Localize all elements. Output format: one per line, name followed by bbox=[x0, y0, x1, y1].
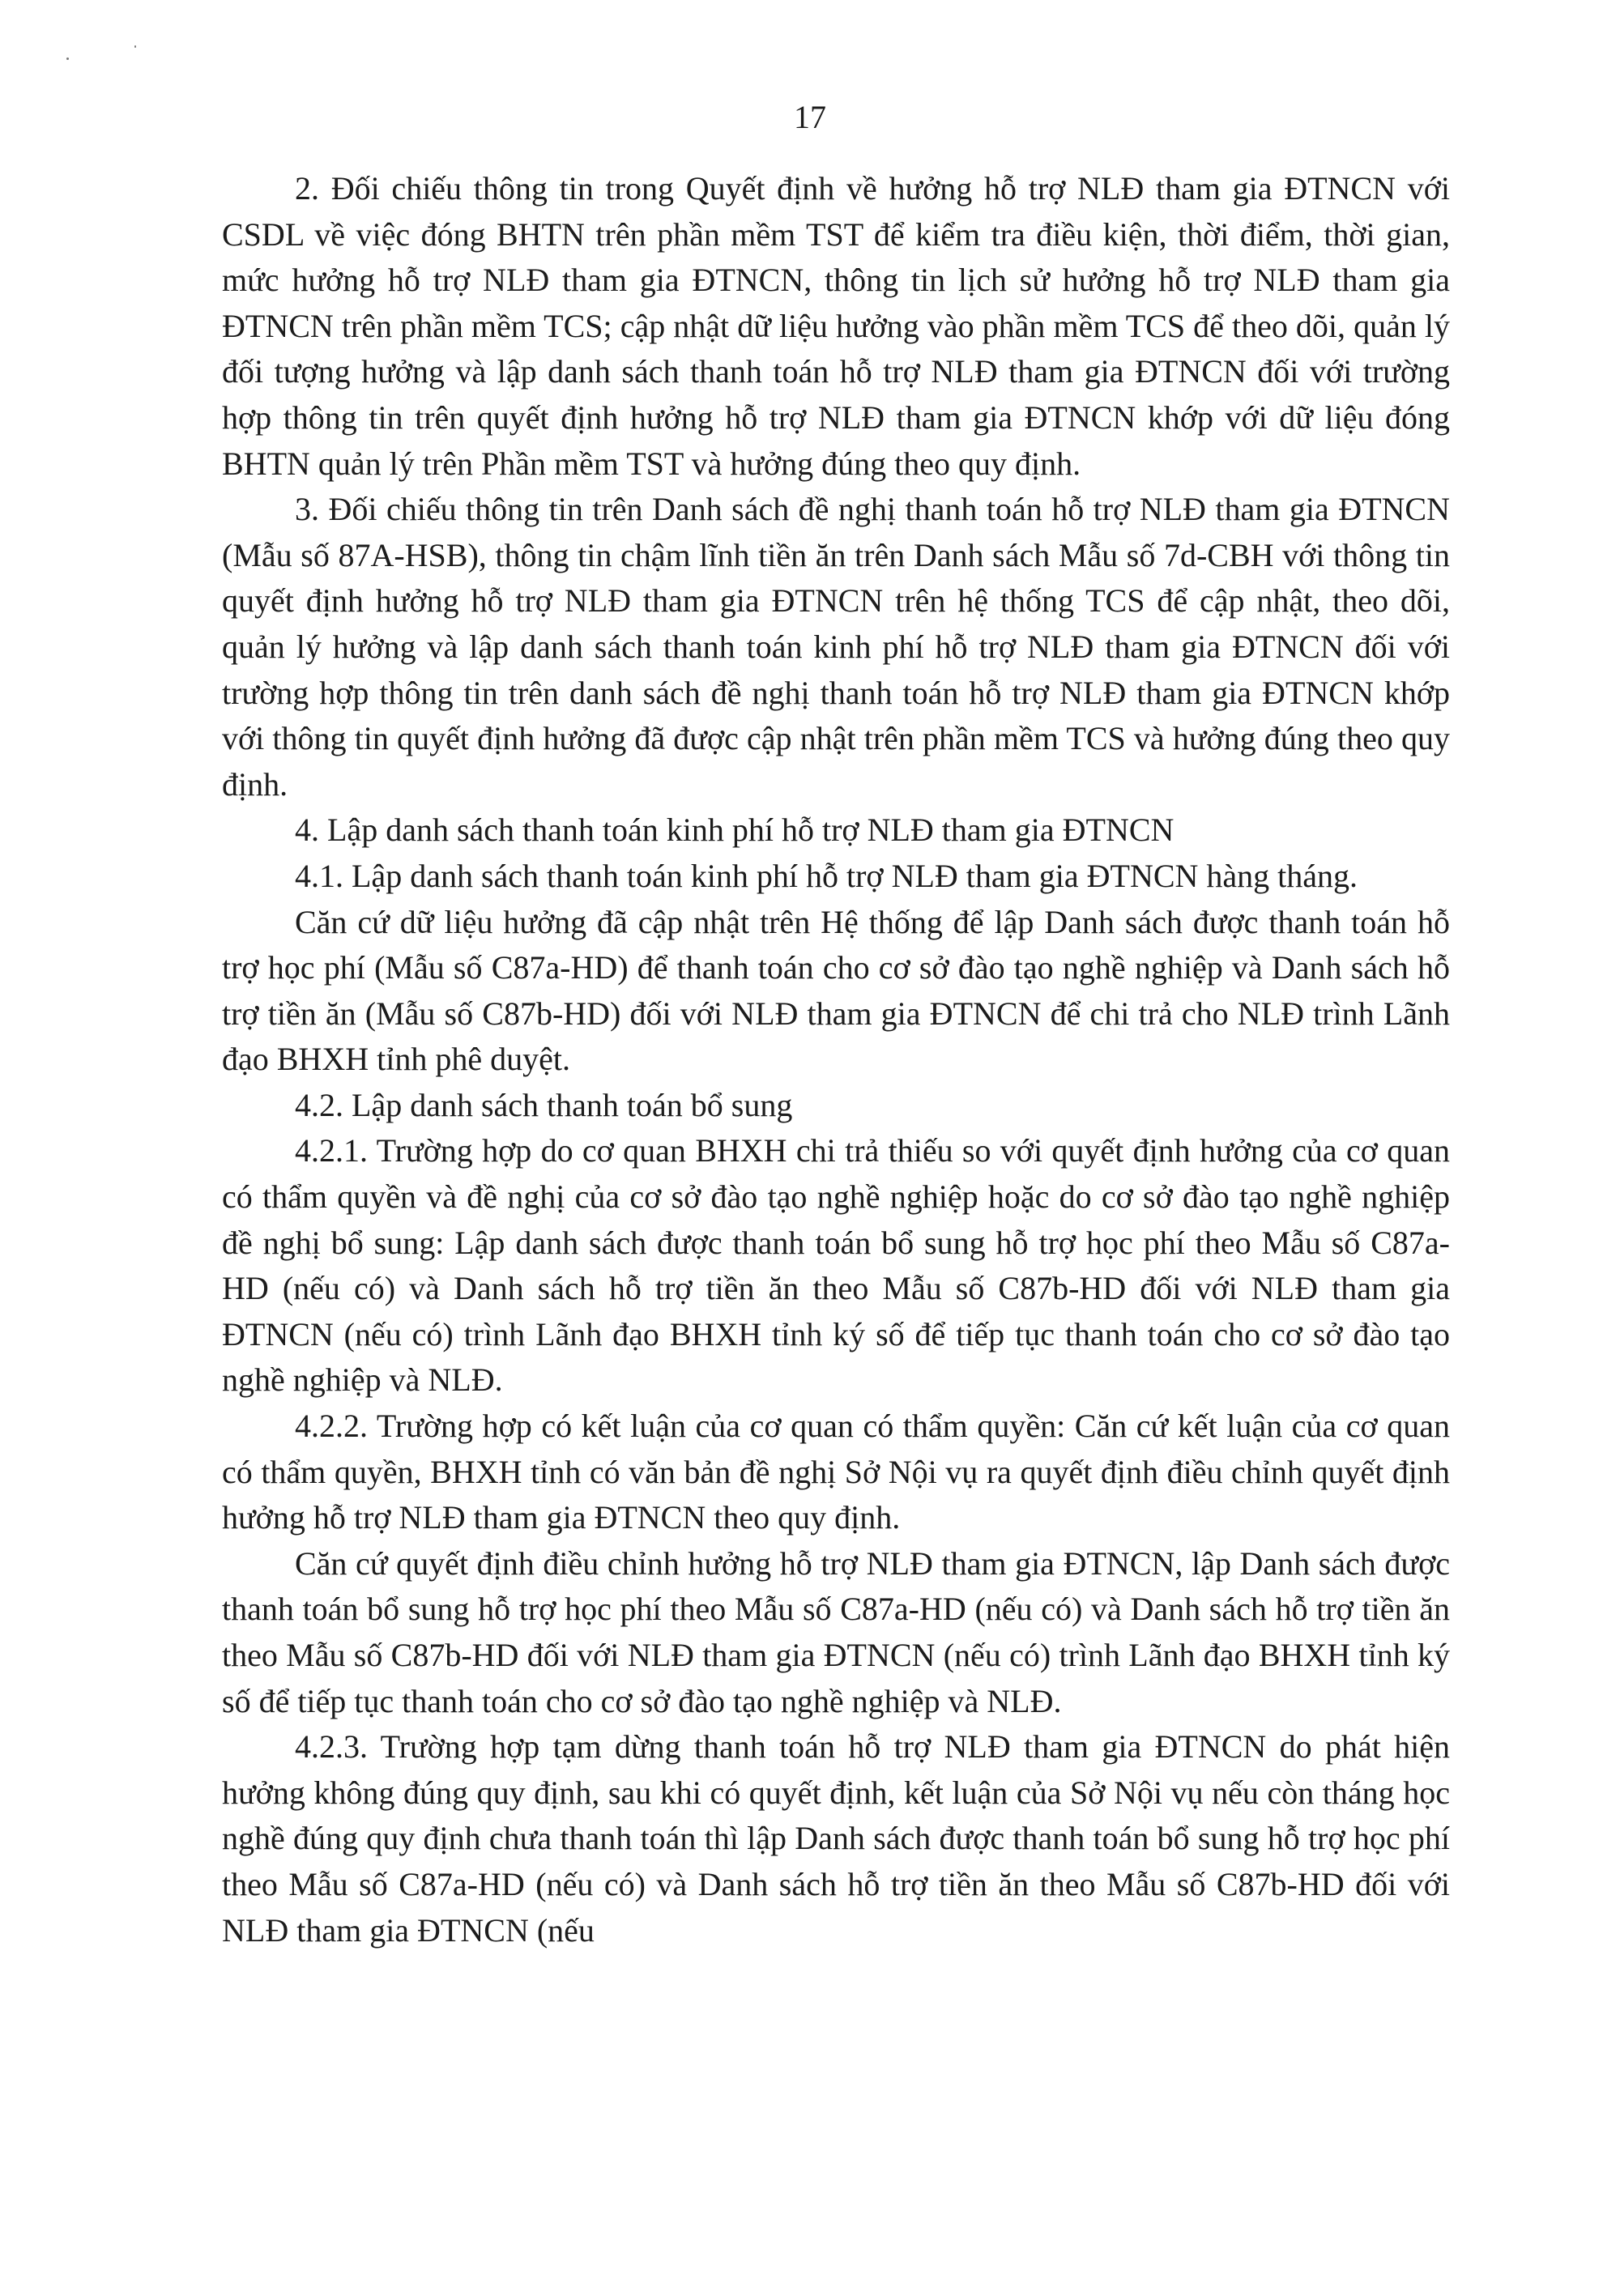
heading-4-1: 4.1. Lập danh sách thanh toán kinh phí hỗ trợ NLĐ tham gia ĐTNCN hàng tháng. bbox=[295, 857, 1358, 894]
heading-4-2: 4.2. Lập danh sách thanh toán bổ sung bbox=[295, 1086, 793, 1123]
paragraph-4-2-2-body: Căn cứ quyết định điều chỉnh hưởng hỗ trợ NLĐ tham gia ĐTNCN, lập Danh sách được thanh toán bổ sung hỗ trợ học phí theo Mẫu số C87a-HD (nếu có) và Danh sách hỗ trợ tiền ăn theo Mẫu số C87b-HD đối với NLĐ tham gia ĐTNCN (nếu có) trình Lãnh đạo BHXH tỉnh ký số để tiếp tục thanh toán cho cơ sở đào tạo nghề nghiệp và NLĐ. bbox=[222, 1544, 1450, 1719]
paragraph-4-2-2: 4.2.2. Trường hợp có kết luận của cơ quan có thẩm quyền: Căn cứ kết luận của cơ quan có thẩm quyền, BHXH tỉnh có văn bản đề nghị Sở Nội vụ ra quyết định điều chỉnh quyết định hưởng hỗ trợ NLĐ tham gia ĐTNCN theo quy định. bbox=[222, 1408, 1450, 1536]
paragraph-3: 3. Đối chiếu thông tin trên Danh sách đề nghị thanh toán hỗ trợ NLĐ tham gia ĐTNCN (Mẫu số 87A-HSB), thông tin chậm lĩnh tiền ăn trên Danh sách Mẫu số 7d-CBH với thông tin quyết định hưởng hỗ trợ NLĐ tham gia ĐTNCN trên hệ thống TCS để cập nhật, theo dõi, quản lý hưởng và lập danh sách thanh toán kinh phí hỗ trợ NLĐ tham gia ĐTNCN đối với trường hợp thông tin trên danh sách đề nghị thanh toán hỗ trợ NLĐ tham gia ĐTNCN khớp với thông tin quyết định hưởng đã được cập nhật trên phần mềm TCS và hưởng đúng theo quy định. bbox=[222, 491, 1450, 803]
paragraph-4-1-body: Căn cứ dữ liệu hưởng đã cập nhật trên Hệ thống để lập Danh sách được thanh toán hỗ trợ học phí (Mẫu số C87a-HD) để thanh toán cho cơ sở đào tạo nghề nghiệp và Danh sách hỗ trợ tiền ăn (Mẫu số C87b-HD) đối với NLĐ tham gia ĐTNCN để chi trả cho NLĐ trình Lãnh đạo BHXH tỉnh phê duyệt. bbox=[222, 903, 1450, 1078]
paragraph-2: 2. Đối chiếu thông tin trong Quyết định về hưởng hỗ trợ NLĐ tham gia ĐTNCN với CSDL về việc đóng BHTN trên phần mềm TST để kiểm tra điều kiện, thời điểm, thời gian, mức hưởng hỗ trợ NLĐ tham gia ĐTNCN, thông tin lịch sử hưởng hỗ trợ NLĐ tham gia ĐTNCN trên phần mềm TCS; cập nhật dữ liệu hưởng vào phần mềm TCS để theo dõi, quản lý đối tượng hưởng và lập danh sách thanh toán hỗ trợ NLĐ tham gia ĐTNCN đối với trường hợp thông tin trên quyết định hưởng hỗ trợ NLĐ tham gia ĐTNCN khớp với dữ liệu đóng BHTN quản lý trên Phần mềm TST và hưởng đúng theo quy định. bbox=[222, 170, 1450, 482]
paragraph-4-2-3: 4.2.3. Trường hợp tạm dừng thanh toán hỗ trợ NLĐ tham gia ĐTNCN do phát hiện hưởng không đúng quy định, sau khi có quyết định, kết luận của Sở Nội vụ nếu còn tháng học nghề đúng quy định chưa thanh toán thì lập Danh sách được thanh toán bổ sung hỗ trợ học phí theo Mẫu số C87a-HD (nếu có) và Danh sách hỗ trợ tiền ăn theo Mẫu số C87b-HD đối với NLĐ tham gia ĐTNCN (nếu bbox=[222, 1728, 1450, 1949]
scan-speck bbox=[66, 58, 69, 60]
page-number: 17 bbox=[794, 99, 826, 135]
heading-4: 4. Lập danh sách thanh toán kinh phí hỗ trợ NLĐ tham gia ĐTNCN bbox=[295, 811, 1174, 849]
paragraph-4-2-1: 4.2.1. Trường hợp do cơ quan BHXH chi trả thiếu so với quyết định hưởng của cơ quan có thẩm quyền và đề nghị của cơ sở đào tạo nghề nghiệp hoặc do cơ sở đào tạo nghề nghiệp đề nghị bổ sung: Lập danh sách được thanh toán bổ sung hỗ trợ học phí theo Mẫu số C87a-HD (nếu có) và Danh sách hỗ trợ tiền ăn theo Mẫu số C87b-HD đối với NLĐ tham gia ĐTNCN (nếu có) trình Lãnh đạo BHXH tỉnh ký số để tiếp tục thanh toán cho cơ sở đào tạo nghề nghiệp và NLĐ. bbox=[222, 1132, 1450, 1399]
document-body bbox=[222, 166, 1450, 1953]
scan-speck bbox=[134, 45, 136, 48]
